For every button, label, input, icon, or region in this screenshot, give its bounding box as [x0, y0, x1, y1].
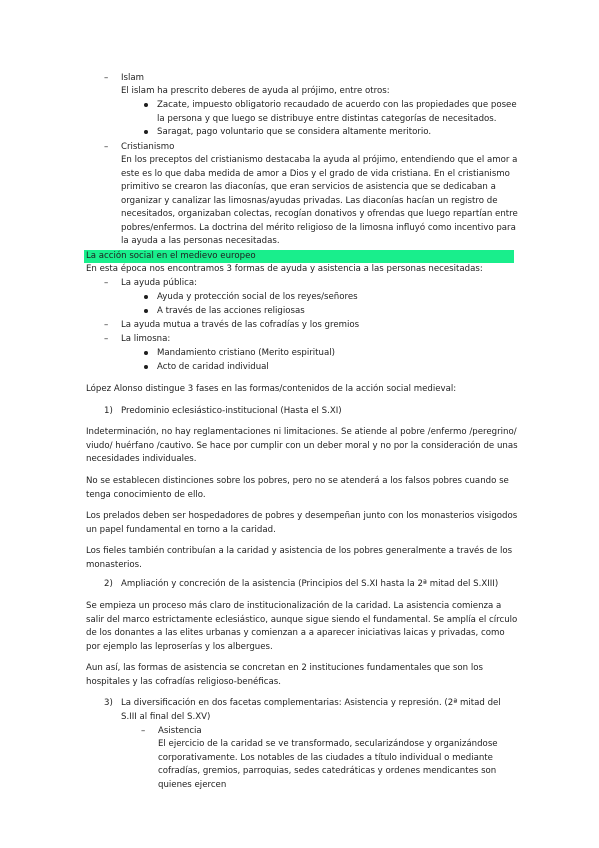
fase1-p4: Los fieles también contribuían a la caridad y asistencia de los pobres generalmente a través de los monasterios.	[86, 546, 513, 570]
form-limosna: La limosna:	[121, 334, 171, 344]
fase1-title: Predominio eclesiástico-institucional (Hasta el S.XI)	[121, 406, 342, 416]
islam-item-zacate: Zacate, impuesto obligatorio recaudado de acuerdo con las propiedades que posee la persona y que luego se distribuye entre distintas categorías de necesitados.	[157, 100, 517, 124]
list-dash: –	[104, 320, 109, 330]
islam-item-saragat: Saragat, pago voluntario que se considera altamente meritorio.	[157, 127, 432, 137]
fases-intro: López Alonso distingue 3 fases en las formas/contenidos de la acción social medieval:	[86, 384, 457, 394]
form-ayuda-mutua: La ayuda mutua a través de las cofradías y los gremios	[121, 320, 360, 330]
fase3-sub-label: Asistencia	[158, 726, 202, 736]
list-dash: –	[104, 142, 109, 152]
list-dash: –	[104, 334, 109, 344]
form-item: A través de las acciones religiosas	[157, 306, 305, 316]
cristianismo-text: En los preceptos del cristianismo destacaba la ayuda al prójimo, entendiendo que el amor a este es lo que daba medida de amor a Dios y el grado de vida cristiana. En el cristianismo primitivo se crearon las diaconías, que eran servicios de asistencia que se dedicaban a organizar y canalizar las limosnas/ayudas privadas. Las diaconías hacían un registro de necesitados, organizaban colectas, recogían donativos y ofrendas que luego repartían entre pobres/enfermos. La doctrina del mérito religioso de la limosna influyó como incentivo para la ayuda a las personas necesitadas.	[121, 155, 518, 246]
form-item: Mandamiento cristiano (Merito espiritual)	[157, 348, 335, 358]
list-dash: –	[141, 726, 146, 736]
bullet-dot	[144, 130, 148, 134]
fase3-sub-text: El ejercicio de la caridad se ve transformado, secularizándose y organizándose corporativamente. Los notables de las ciudades a título individual o mediante cofradías, gremios, parroquias, sedes catedráticas y ordenes mendicantes son quienes ejercen	[158, 739, 498, 790]
fase2-title: Ampliación y concreción de la asistencia (Principios del S.XI hasta la 2ª mitad del S.XIII)	[121, 579, 499, 589]
islam-intro: El islam ha prescrito deberes de ayuda al prójimo, entre otros:	[121, 86, 390, 96]
bullet-dot	[144, 295, 148, 299]
section-heading-highlight	[84, 250, 514, 263]
fase-number: 1)	[104, 406, 113, 416]
section-heading: La acción social en el medievo europeo	[86, 251, 256, 261]
form-item: Ayuda y protección social de los reyes/señores	[157, 292, 358, 302]
medievo-intro: En esta época nos encontramos 3 formas de ayuda y asistencia a las personas necesitadas:	[86, 264, 483, 274]
bullet-dot	[144, 103, 148, 107]
fase1-p1: Indeterminación, no hay reglamentaciones ni limitaciones. Se atiende al pobre /enfermo /peregrino/ viudo/ huérfano /cautivo. Se hace por cumplir con un deber moral y no por la consideración de unas necesidades individuales.	[86, 427, 518, 464]
fase2-p2: Aun así, las formas de asistencia se concretan en 2 instituciones fundamentales que son los hospitales y las cofradías religioso-benéficas.	[86, 663, 483, 687]
cristianismo-label: Cristianismo	[121, 142, 175, 152]
list-dash: –	[104, 278, 109, 288]
bullet-dot	[144, 365, 148, 369]
islam-label: Islam	[121, 73, 145, 83]
fase1-p3: Los prelados deben ser hospedadores de pobres y desempeñan junto con los monasterios visigodos un papel fundamental en torno a la caridad.	[86, 511, 518, 535]
fase1-p2: No se establecen distinciones sobre los pobres, pero no se atenderá a los falsos pobres cuando se tenga conocimiento de ello.	[86, 476, 509, 500]
list-dash: –	[104, 73, 109, 83]
fase3-title: La diversificación en dos facetas complementarias: Asistencia y represión. (2ª mitad del S.III al final del S.XV)	[121, 698, 501, 722]
bullet-dot	[144, 351, 148, 355]
fase-number: 3)	[104, 698, 113, 708]
fase2-p1: Se empieza un proceso más claro de institucionalización de la caridad. La asistencia comienza a salir del marco estrictamente eclesiástico, aunque sigue siendo el fundamental. Se amplía el círculo de los donantes a las elites urbanas y comienzan a a aparecer iniciativas laicas y privadas, como por ejemplo las leproserías y los albergues.	[86, 601, 518, 652]
bullet-dot	[144, 309, 148, 313]
form-ayuda-publica: La ayuda pública:	[121, 278, 198, 288]
fase-number: 2)	[104, 579, 113, 589]
form-item: Acto de caridad individual	[157, 362, 269, 372]
